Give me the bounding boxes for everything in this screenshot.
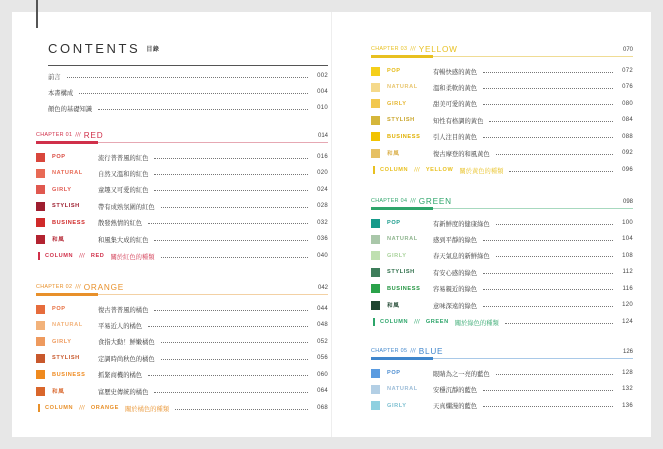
page-number: 112 (622, 269, 633, 276)
page-number: 020 (317, 170, 328, 177)
color-swatch (371, 385, 380, 394)
chapter-header-red[interactable] (36, 126, 328, 140)
color-swatch (36, 354, 45, 363)
leader-dots (175, 409, 308, 410)
leader-dots (509, 171, 613, 172)
chapter-header-green[interactable] (371, 192, 633, 206)
leader-dots (154, 174, 308, 175)
style-tag: STYLISH (387, 269, 415, 276)
toc-entry[interactable] (48, 102, 328, 114)
leader-dots (148, 326, 308, 327)
chapter-number: CHAPTER 02 (36, 284, 73, 290)
style-tag: GIRLY (52, 338, 72, 345)
color-swatch (36, 235, 45, 244)
toc-entry-label: 帶有成熟氛圍的紅色 (98, 203, 155, 211)
column-marker (38, 404, 40, 412)
toc-entry[interactable] (371, 250, 633, 262)
toc-entry-label: 抓緊商機的橘色 (98, 372, 143, 380)
toc-entry-label: 流行普普風的紅色 (98, 154, 149, 162)
contents-heading (48, 40, 159, 56)
style-tag: POP (387, 68, 401, 74)
color-swatch (36, 370, 45, 379)
chapter-header-yellow[interactable] (371, 40, 633, 54)
left-page (36, 12, 340, 437)
style-tag: GIRLY (387, 402, 407, 409)
color-swatch (36, 218, 45, 227)
toc-entry-label: 定調時尚秋色的橘色 (98, 355, 155, 363)
page-number: 088 (622, 133, 633, 140)
chapter-name: RED (83, 131, 104, 140)
chapter-rule-accent (371, 55, 433, 58)
chapter-rule (371, 56, 633, 57)
toc-entry-label: 容易親近的綠色 (433, 286, 478, 294)
column-label: 關於橘色的種類 (124, 405, 170, 413)
toc-entry[interactable] (371, 81, 633, 93)
leader-dots (483, 289, 613, 290)
color-swatch (36, 169, 45, 178)
toc-entry-label: 和風集大成的紅色 (98, 236, 149, 244)
style-tag: STYLISH (52, 203, 80, 210)
chapter-separator: /// (75, 284, 81, 290)
color-swatch (36, 387, 45, 396)
column-label: 關於黃色的種類 (459, 167, 504, 175)
leader-dots (154, 190, 308, 191)
color-swatch (371, 369, 380, 378)
color-swatch (371, 401, 380, 410)
contents-title: CONTENTS (48, 40, 141, 56)
column-label: 關於紅色的種類 (110, 253, 155, 261)
color-swatch (36, 321, 45, 330)
chapter-name: ORANGE (83, 283, 125, 292)
leader-dots (154, 310, 308, 311)
chapter-header-blue[interactable] (371, 342, 633, 356)
leader-dots (496, 256, 613, 257)
toc-entry-label: 溫和柔軟的黃色 (433, 84, 478, 92)
leader-dots (161, 257, 308, 258)
color-swatch (36, 202, 45, 211)
color-swatch (371, 83, 380, 92)
toc-entry[interactable] (371, 283, 633, 295)
toc-entry[interactable] (36, 303, 328, 315)
leader-dots (496, 374, 613, 375)
leader-dots (483, 240, 613, 241)
column-separator: /// (414, 167, 420, 174)
leader-dots (154, 240, 308, 241)
toc-entry[interactable] (371, 400, 633, 412)
page-number: 108 (622, 252, 633, 259)
page-number: 004 (317, 89, 328, 95)
toc-entry[interactable] (48, 86, 328, 98)
color-swatch (371, 219, 380, 228)
toc-entry[interactable] (36, 200, 328, 212)
toc-entry[interactable] (36, 352, 328, 364)
toc-entry-label: 顏色的基礎知識 (48, 105, 93, 113)
chapter-page-number: 098 (622, 199, 633, 205)
color-swatch (36, 185, 45, 194)
toc-entry-label: 春天氣息的新鮮綠色 (433, 253, 490, 261)
toc-entry[interactable] (371, 131, 633, 143)
toc-entry-label: 有新鮮度的健康綠色 (433, 220, 490, 228)
toc-entry-label: 童趣又可愛的紅色 (98, 187, 149, 195)
chapter-rule (36, 294, 328, 295)
style-tag: NATURAL (387, 236, 418, 243)
page-number: 010 (317, 105, 328, 111)
column-name: GREEN (425, 319, 449, 326)
leader-dots (79, 93, 308, 94)
toc-entry-label: 甜美可愛的黃色 (433, 101, 478, 109)
style-tag: NATURAL (387, 386, 418, 393)
page-number: 136 (622, 402, 633, 409)
toc-entry-label: 有暢快感的黃色 (433, 68, 478, 76)
page-number: 128 (622, 370, 633, 376)
page-number: 044 (317, 306, 328, 312)
toc-entry-label: 富歷史傳統的橘色 (98, 388, 149, 396)
chapter-rule-accent (371, 357, 433, 360)
column-separator: /// (414, 319, 420, 326)
leader-dots (483, 406, 613, 407)
leader-dots (161, 342, 308, 343)
toc-entry-label: 本書構成 (48, 89, 74, 97)
page-number: 104 (622, 236, 633, 243)
page-number: 032 (317, 219, 328, 226)
column-name: YELLOW (425, 167, 454, 174)
chapter-rule (371, 358, 633, 359)
chapter-number: CHAPTER 05 (371, 348, 408, 354)
page-number: 068 (317, 405, 328, 412)
chapter-page-number: 042 (317, 285, 328, 291)
leader-dots (483, 72, 613, 73)
column-label: 關於綠色的種類 (454, 319, 499, 327)
color-swatch (371, 67, 380, 76)
style-tag: BUSINESS (387, 285, 421, 292)
toc-entry-label: 引人注目的黃色 (433, 134, 478, 142)
column-entry[interactable] (373, 164, 633, 176)
page-number: 132 (622, 386, 633, 393)
toc-entry[interactable] (36, 319, 328, 331)
toc-entry[interactable] (36, 369, 328, 381)
chapter-separator: /// (410, 198, 416, 204)
toc-entry[interactable] (371, 383, 633, 395)
style-tag: 和風 (52, 237, 65, 243)
toc-entry-label: 食指大動！鮮嫩橘色 (98, 339, 155, 347)
style-tag: NATURAL (52, 322, 83, 329)
toc-entry[interactable] (371, 147, 633, 159)
page-number: 052 (317, 338, 328, 345)
chapter-number: CHAPTER 01 (36, 132, 73, 138)
leader-dots (154, 158, 308, 159)
page-number: 100 (622, 220, 633, 226)
style-tag: GIRLY (387, 100, 407, 107)
contents-rule (48, 65, 328, 66)
style-tag: GIRLY (52, 186, 72, 193)
chapter-name: GREEN (418, 197, 452, 206)
column-marker (373, 318, 375, 326)
chapter-rule (371, 208, 633, 209)
color-swatch (36, 305, 45, 314)
style-tag: POP (387, 370, 401, 376)
column-entry[interactable] (373, 316, 633, 328)
style-tag: BUSINESS (52, 371, 86, 378)
column-name: ORANGE (90, 405, 119, 412)
style-tag: 和風 (52, 389, 65, 395)
toc-entry[interactable] (371, 299, 633, 311)
leader-dots (489, 121, 613, 122)
toc-entry-label: 意味深遠的綠色 (433, 302, 478, 310)
style-tag: NATURAL (52, 170, 83, 177)
page-number: 036 (317, 236, 328, 242)
page-number: 072 (622, 68, 633, 74)
toc-entry[interactable] (36, 336, 328, 348)
chapter-number: CHAPTER 03 (371, 46, 408, 52)
toc-entry[interactable] (36, 184, 328, 196)
leader-dots (483, 273, 613, 274)
toc-entry[interactable] (36, 385, 328, 397)
page-number: 024 (317, 186, 328, 193)
chapter-rule (36, 142, 328, 143)
toc-entry[interactable] (371, 266, 633, 278)
leader-dots (496, 154, 613, 155)
chapter-number: CHAPTER 04 (371, 198, 408, 204)
chapter-separator: /// (75, 132, 81, 138)
toc-entry-label: 散發熱情的紅色 (98, 220, 143, 228)
chapter-rule-accent (371, 207, 433, 210)
toc-entry[interactable] (48, 70, 328, 82)
toc-entry[interactable] (371, 98, 633, 110)
toc-entry-label: 知性有格調的黃色 (433, 117, 484, 125)
column-tag: COLUMN (380, 319, 409, 326)
chapter-rule-accent (36, 141, 98, 144)
toc-entry[interactable] (36, 151, 328, 163)
toc-entry[interactable] (371, 367, 633, 379)
leader-dots (98, 109, 308, 110)
toc-entry[interactable] (371, 65, 633, 77)
page-number: 028 (317, 203, 328, 210)
toc-entry[interactable] (371, 217, 633, 229)
style-tag: NATURAL (387, 84, 418, 91)
leader-dots (161, 207, 308, 208)
page-number: 120 (622, 302, 633, 308)
page-number: 056 (317, 355, 328, 362)
page-number: 040 (317, 253, 328, 260)
page-number: 116 (622, 285, 633, 292)
color-swatch (371, 99, 380, 108)
color-swatch (36, 337, 45, 346)
page-number: 048 (317, 322, 328, 329)
style-tag: STYLISH (52, 355, 80, 362)
color-swatch (371, 251, 380, 260)
color-swatch (371, 268, 380, 277)
column-tag: COLUMN (380, 167, 409, 174)
style-tag: POP (387, 220, 401, 226)
column-name: RED (90, 253, 105, 260)
page-number: 076 (622, 84, 633, 91)
toc-entry[interactable] (36, 217, 328, 229)
chapter-name: BLUE (418, 347, 444, 356)
chapter-separator: /// (410, 46, 416, 52)
page-number: 096 (622, 167, 633, 174)
toc-entry-label: 感到平靜的綠色 (433, 236, 478, 244)
toc-entry-label: 有安心感的綠色 (433, 269, 478, 277)
toc-entry-label: 安穩沉靜的藍色 (433, 386, 478, 394)
toc-entry-label: 眼睛為之一亮的藍色 (433, 370, 490, 378)
leader-dots (483, 137, 613, 138)
page-number: 016 (317, 154, 328, 160)
leader-dots (483, 390, 613, 391)
column-separator: /// (79, 405, 85, 412)
leader-dots (505, 323, 613, 324)
toc-entry-label: 復古普普風的橘色 (98, 306, 149, 314)
contents-subtitle: 目錄 (146, 45, 160, 53)
style-tag: POP (52, 154, 66, 160)
chapter-page-number: 126 (622, 349, 633, 355)
column-tag: COLUMN (45, 253, 74, 260)
color-swatch (371, 149, 380, 158)
chapter-page-number: 070 (622, 47, 633, 53)
color-swatch (371, 116, 380, 125)
chapter-header-orange[interactable] (36, 278, 328, 292)
column-marker (38, 252, 40, 260)
right-page (371, 12, 633, 437)
color-swatch (371, 132, 380, 141)
style-tag: BUSINESS (387, 133, 421, 140)
leader-dots (483, 306, 613, 307)
leader-dots (67, 77, 308, 78)
color-swatch (36, 153, 45, 162)
page-number: 064 (317, 388, 328, 394)
column-marker (373, 166, 375, 174)
style-tag: STYLISH (387, 117, 415, 124)
page-number: 060 (317, 371, 328, 378)
leader-dots (483, 104, 613, 105)
color-swatch (371, 301, 380, 310)
toc-entry[interactable] (371, 114, 633, 126)
column-entry[interactable] (38, 250, 328, 262)
leader-dots (483, 88, 613, 89)
page-number: 080 (622, 100, 633, 107)
toc-entry[interactable] (36, 233, 328, 245)
toc-entry-label: 前言 (48, 73, 61, 81)
column-separator: /// (79, 253, 85, 260)
toc-entry-label: 天真爛漫的藍色 (433, 403, 478, 411)
page-number: 002 (317, 73, 328, 79)
chapter-name: YELLOW (418, 45, 458, 54)
style-tag: 和風 (387, 303, 400, 309)
style-tag: 和風 (387, 151, 400, 157)
leader-dots (496, 224, 613, 225)
style-tag: GIRLY (387, 252, 407, 259)
leader-dots (154, 392, 308, 393)
chapter-rule-accent (36, 293, 98, 296)
page-number: 124 (622, 319, 633, 326)
toc-entry-label: 復古摩登的和風黃色 (433, 150, 490, 158)
column-tag: COLUMN (45, 405, 74, 412)
leader-dots (148, 223, 308, 224)
toc-entry[interactable] (36, 167, 328, 179)
page-number: 084 (622, 117, 633, 124)
color-swatch (371, 235, 380, 244)
style-tag: POP (52, 306, 66, 312)
chapter-page-number: 014 (317, 133, 328, 139)
page-number: 092 (622, 150, 633, 156)
toc-entry[interactable] (371, 233, 633, 245)
style-tag: BUSINESS (52, 219, 86, 226)
leader-dots (161, 359, 308, 360)
column-entry[interactable] (38, 402, 328, 414)
color-swatch (371, 284, 380, 293)
toc-entry-label: 自然又溫和的紅色 (98, 170, 149, 178)
toc-entry-label: 平易近人的橘色 (98, 322, 143, 330)
chapter-separator: /// (410, 348, 416, 354)
leader-dots (148, 375, 308, 376)
